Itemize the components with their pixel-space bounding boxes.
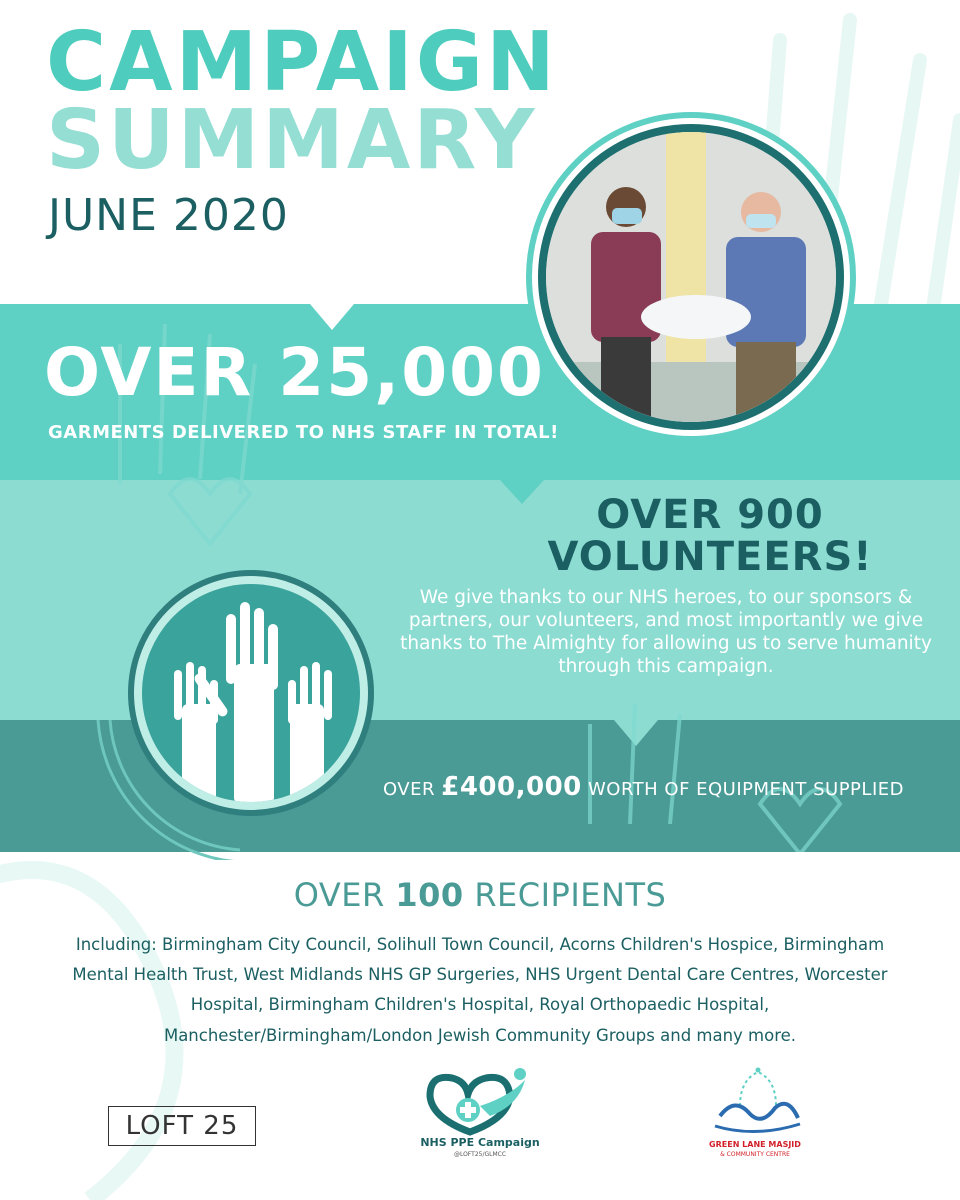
loft25-logo: LOFT 25	[108, 1106, 256, 1146]
title-line-2: SUMMARY	[46, 93, 538, 188]
masjid-subtitle: & COMMUNITY CENTRE	[720, 1151, 790, 1158]
date-label: JUNE 2020	[48, 190, 289, 241]
recipients-title	[0, 876, 960, 914]
raised-hands-icon	[142, 584, 360, 802]
equipment-suffix: WORTH OF EQUIPMENT SUPPLIED	[587, 779, 904, 800]
equipment-prefix: OVER	[382, 779, 435, 800]
garments-subline: GARMENTS DELIVERED TO NHS STAFF IN TOTAL!	[48, 422, 559, 443]
masjid-name: GREEN LANE MASJID	[709, 1140, 801, 1149]
garments-headline: OVER 25,000	[44, 334, 545, 411]
recipients-details: Including: Birmingham City Council, Solihull Town Council, Acorns Children's Hospice, Birmingham Mental Health Trust, West Midlands NHS GP Surgeries, NHS Urgent Dental Care Centres, Worcester Hospital, Birmingham Children's Hospital, Royal Orthopaedic Hospital, Manchester/Birmingham/London Jewish Community Groups and many more.	[72, 935, 888, 1045]
volunteers-headline-line1: OVER 900	[596, 492, 824, 538]
raised-hands-graphic	[142, 584, 360, 802]
equipment-amount: £400,000	[441, 772, 582, 802]
volunteers-message: We give thanks to our NHS heroes, to our sponsors & partners, our volunteers, and most importantly we give thanks to The Almighty for allowing us to serve humanity through this campaign.	[400, 587, 932, 678]
volunteers-photo	[538, 124, 844, 430]
title-line-1: CAMPAIGN	[46, 15, 558, 110]
recipients-title-suffix: RECIPIENTS	[474, 876, 667, 914]
recipients-title-number: 100	[395, 876, 464, 914]
recipients-title-prefix: OVER	[293, 876, 385, 914]
volunteers-headline	[500, 494, 920, 578]
nhs-ppe-campaign-logo	[420, 1066, 540, 1136]
photo-illustration	[546, 132, 836, 422]
nhs-campaign-handle: @LOFT25/GLMCC	[453, 1151, 507, 1158]
green-lane-masjid-logo	[700, 1066, 810, 1140]
volunteers-headline-line2: VOLUNTEERS!	[547, 534, 873, 580]
nhs-campaign-name: NHS PPE Campaign	[420, 1136, 540, 1149]
